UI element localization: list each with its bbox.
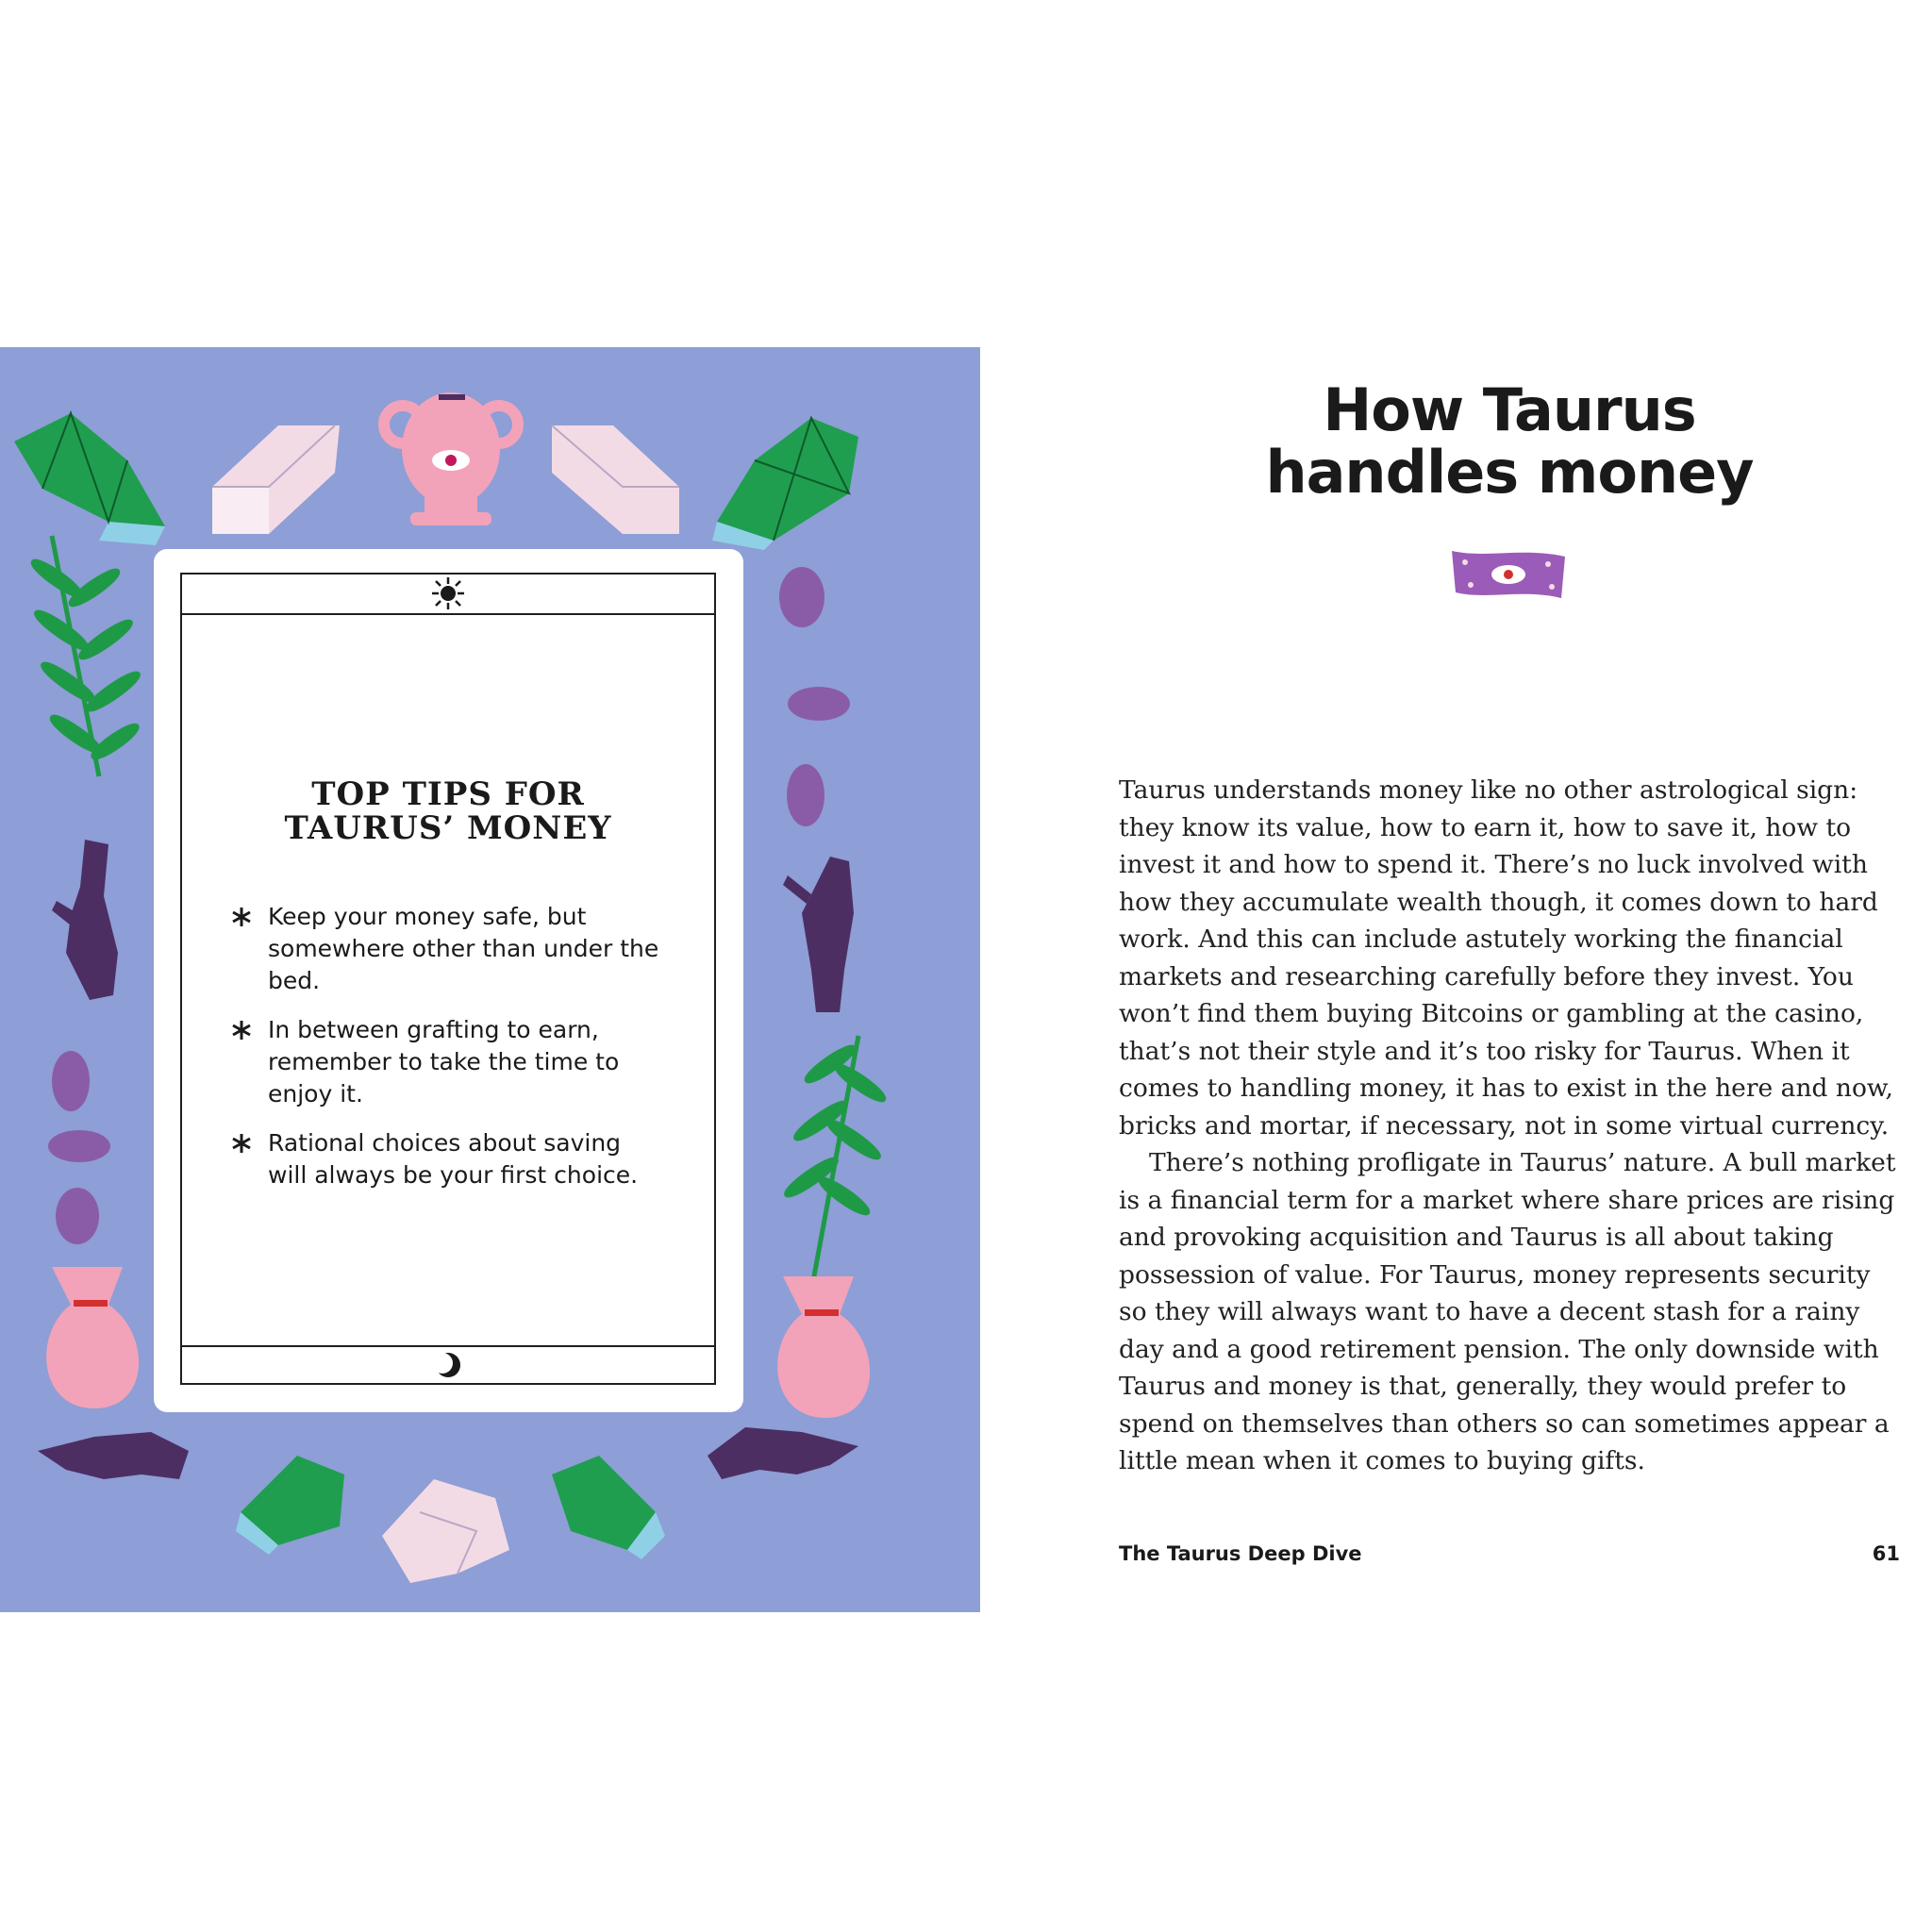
page-title — [1245, 375, 1774, 507]
body-paragraph: There’s nothing profligate in Taurus’ nature. A bull market is a financial term for a market where share prices are rising and provoking acquisition and Taurus is all about taking possession of value. For Taurus, money represents security so they will always want to have a decent stash for a rainy day and a good retirement pension. The only downside with Taurus and money is that, generally, they would prefer to spend on themselves than others so can sometimes appear a little mean when it comes to buying gifts. — [1119, 1148, 1896, 1475]
tips-title — [180, 777, 716, 845]
star-bullet-icon — [230, 906, 253, 928]
tips-list — [226, 901, 660, 1208]
crescent-moon-icon — [434, 1351, 462, 1379]
running-title: The Taurus Deep Dive — [1119, 1542, 1362, 1565]
page-title-line: handles money — [1265, 438, 1754, 507]
tips-title-line: TAURUS’ MONEY — [284, 809, 612, 847]
tip-text: Rational choices about saving will always be your first choice. — [268, 1129, 639, 1189]
page-number: 61 — [1872, 1542, 1900, 1565]
list-item — [226, 1014, 660, 1110]
star-bullet-icon — [230, 1019, 253, 1041]
tip-text: In between grafting to earn, remember to take the time to enjoy it. — [268, 1016, 620, 1108]
page-title-line: How Taurus — [1323, 375, 1696, 444]
list-item — [226, 1127, 660, 1191]
body-paragraph: Taurus understands money like no other astrological sign: they know its value, how to earn it, how to save it, how to invest it and how to spend it. There’s no luck involved with how they accumulate wealth though, it comes down to hard work. And this can include astutely working the financial markets and researching carefully before they invest. You won’t find them buying Bitcoins or gambling at the casino, that’s not their style and it’s too risky for Taurus. When it comes to handling money, it has to exist in the here and now, bricks and mortar, if necessary, not in some virtual currency. — [1119, 775, 1893, 1141]
eye-ribbon-icon — [1448, 547, 1569, 602]
body-text — [1119, 772, 1902, 1480]
frame-bottom-rule — [182, 1345, 714, 1347]
tips-title-line: TOP TIPS FOR — [311, 775, 585, 813]
frame-top-rule — [182, 613, 714, 615]
star-bullet-icon — [230, 1132, 253, 1155]
sun-icon — [431, 576, 465, 610]
tip-text: Keep your money safe, but somewhere other than under the bed. — [268, 903, 659, 994]
list-item — [226, 901, 660, 997]
